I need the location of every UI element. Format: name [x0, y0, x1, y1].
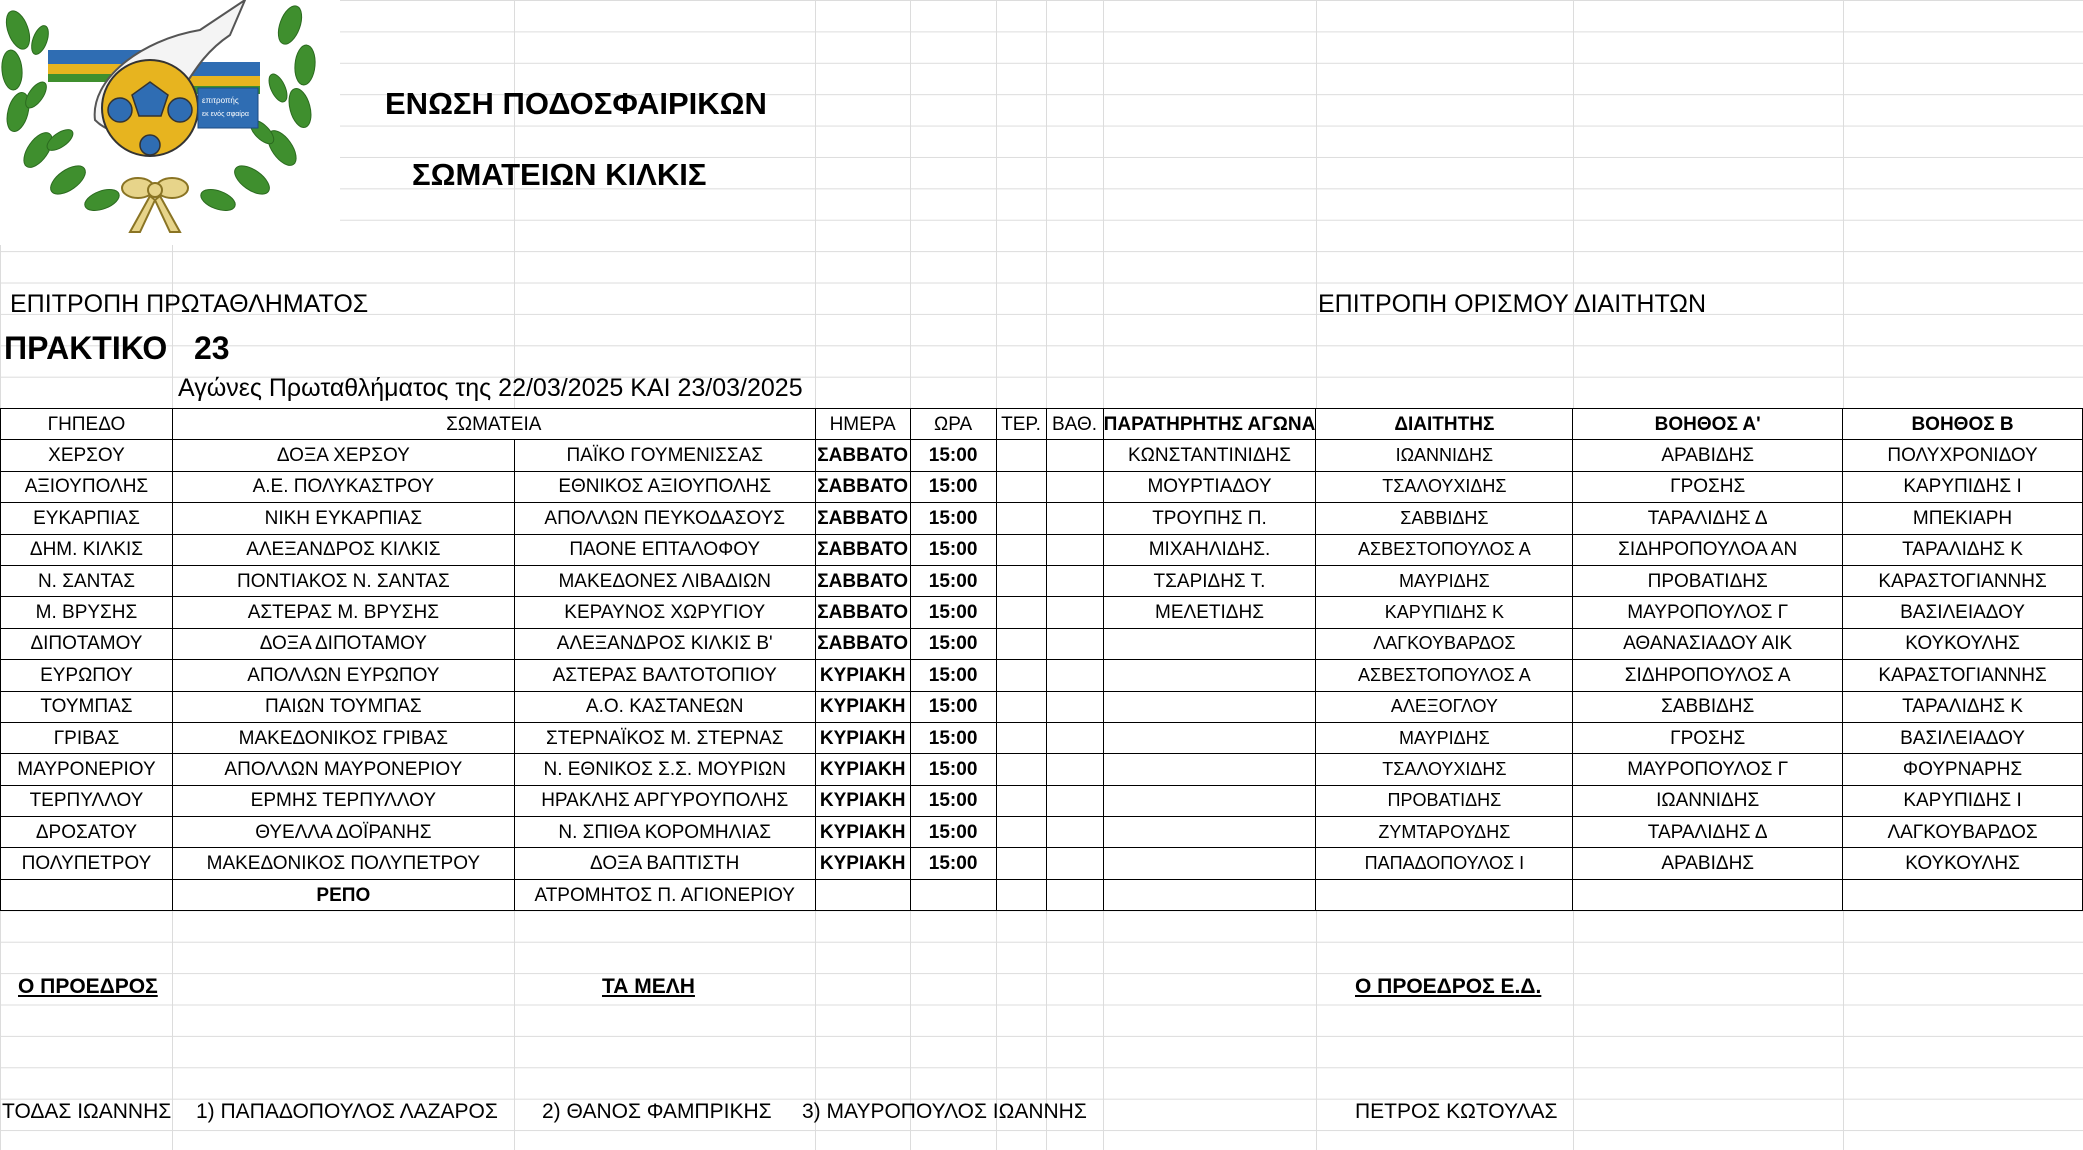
cell-referee: ΑΣΒΕΣΤΟΠΟΥΛΟΣ Α	[1316, 534, 1573, 565]
cell-home-team: ΜΑΚΕΔΟΝΙΚΟΣ ΓΡΙΒΑΣ	[172, 722, 514, 753]
cell-ter	[996, 565, 1046, 596]
cell-away-team: Α.Ο. ΚΑΣΤΑΝΕΩΝ	[514, 691, 815, 722]
cell-vath	[1046, 754, 1103, 785]
cell-away-team: ΚΕΡΑΥΝΟΣ ΧΩΡΥΓΙΟΥ	[514, 597, 815, 628]
col-header-observer: ΠΑΡΑΤΗΡΗΤΗΣ ΑΓΩΝΑ	[1103, 409, 1316, 440]
cell-referee: ΖΥΜΤΑΡΟΥΔΗΣ	[1316, 817, 1573, 848]
cell-empty	[1, 879, 173, 910]
cell-observer	[1103, 660, 1316, 691]
cell-empty	[1046, 879, 1103, 910]
cell-vath	[1046, 722, 1103, 753]
cell-away-team: ΠΑΪΚΟ ΓΟΥΜΕΝΙΣΣΑΣ	[514, 440, 815, 471]
cell-assistant-a: ΣΑΒΒΙΔΗΣ	[1573, 691, 1843, 722]
cell-away-team: ΔΟΞΑ ΒΑΠΤΙΣΤΗ	[514, 848, 815, 879]
cell-observer: ΜΙΧΑΗΛΙΔΗΣ.	[1103, 534, 1316, 565]
table-row	[1, 597, 2083, 628]
cell-observer	[1103, 848, 1316, 879]
cell-away-team: ΗΡΑΚΛΗΣ ΑΡΓΥΡΟΥΠΟΛΗΣ	[514, 785, 815, 816]
cell-observer	[1103, 628, 1316, 659]
cell-time: 15:00	[910, 817, 996, 848]
cell-vath	[1046, 471, 1103, 502]
table-row	[1, 534, 2083, 565]
table-row	[1, 660, 2083, 691]
col-header-teams: ΣΩΜΑΤΕΙΑ	[172, 409, 815, 440]
cell-empty	[1843, 879, 2083, 910]
cell-empty	[996, 879, 1046, 910]
cell-home-team: ΑΠΟΛΛΩΝ ΕΥΡΩΠΟΥ	[172, 660, 514, 691]
col-header-stadium: ΓΗΠΕΔΟ	[1, 409, 173, 440]
cell-stadium: ΔΗΜ. ΚΙΛΚΙΣ	[1, 534, 173, 565]
cell-home-team: Α.Ε. ΠΟΛΥΚΑΣΤΡΟΥ	[172, 471, 514, 502]
table-row	[1, 628, 2083, 659]
table-row	[1, 471, 2083, 502]
cell-assistant-a: ΣΙΔΗΡΟΠΟΥΛΟΑ ΑΝ	[1573, 534, 1843, 565]
cell-observer: ΤΡΟΥΠΗΣ Π.	[1103, 503, 1316, 534]
cell-stadium: ΠΟΛΥΠΕΤΡΟΥ	[1, 848, 173, 879]
match-schedule-table	[0, 408, 2083, 911]
cell-referee: ΛΑΓΚΟΥΒΑΡΔΟΣ	[1316, 628, 1573, 659]
cell-referee: ΜΑΥΡΙΔΗΣ	[1316, 565, 1573, 596]
cell-away-team: ΣΤΕΡΝΑΪΚΟΣ Μ. ΣΤΕΡΝΑΣ	[514, 722, 815, 753]
table-row-repo	[1, 879, 2083, 910]
union-logo	[0, 0, 340, 245]
cell-assistant-b: ΜΠΕΚΙΑΡΗ	[1843, 503, 2083, 534]
cell-day: ΚΥΡΙΑΚΗ	[815, 691, 910, 722]
cell-away-team: ΑΠΟΛΛΩΝ ΠΕΥΚΟΔΑΣΟΥΣ	[514, 503, 815, 534]
cell-time: 15:00	[910, 597, 996, 628]
cell-stadium: ΧΕΡΣΟΥ	[1, 440, 173, 471]
table-row	[1, 691, 2083, 722]
cell-away-team: Ν. ΣΠΙΘΑ ΚΟΡΟΜΗΛΙΑΣ	[514, 817, 815, 848]
cell-referee: ΤΣΑΛΟΥΧΙΔΗΣ	[1316, 754, 1573, 785]
cell-ter	[996, 628, 1046, 659]
cell-ter	[996, 471, 1046, 502]
cell-vath	[1046, 565, 1103, 596]
cell-referee: ΙΩΑΝΝΙΔΗΣ	[1316, 440, 1573, 471]
cell-time: 15:00	[910, 754, 996, 785]
cell-vath	[1046, 848, 1103, 879]
laurel-dove-ball-emblem	[0, 0, 340, 245]
cell-day: ΣΑΒΒΑΤΟ	[815, 440, 910, 471]
cell-time: 15:00	[910, 691, 996, 722]
repo-label: ΡΕΠΟ	[172, 879, 514, 910]
cell-ter	[996, 534, 1046, 565]
member-2-name: 2) ΘΑΝΟΣ ΦΑΜΠΡΙΚΗΣ	[542, 1100, 772, 1123]
col-header-referee: ΔΙΑΙΤΗΤΗΣ	[1316, 409, 1573, 440]
record-heading	[4, 330, 230, 367]
cell-day: ΣΑΒΒΑΤΟ	[815, 503, 910, 534]
cell-ter	[996, 848, 1046, 879]
cell-away-team: ΑΛΕΞΑΝΔΡΟΣ ΚΙΛΚΙΣ Β'	[514, 628, 815, 659]
cell-time: 15:00	[910, 660, 996, 691]
referee-committee-label: ΕΠΙΤΡΟΠΗ ΟΡΙΣΜΟΥ ΔΙΑΙΤΗΤΩΝ	[1318, 290, 1707, 318]
cell-observer	[1103, 754, 1316, 785]
cell-ter	[996, 817, 1046, 848]
cell-home-team: ΠΟΝΤΙΑΚΟΣ Ν. ΣΑΝΤΑΣ	[172, 565, 514, 596]
cell-home-team: ΑΣΤΕΡΑΣ Μ. ΒΡΥΣΗΣ	[172, 597, 514, 628]
ed-president-name: ΠΕΤΡΟΣ ΚΩΤΟΥΛΑΣ	[1355, 1100, 1558, 1123]
cell-assistant-b: ΚΟΥΚΟΥΛΗΣ	[1843, 848, 2083, 879]
cell-assistant-b: ΤΑΡΑΛΙΔΗΣ Κ	[1843, 691, 2083, 722]
cell-time: 15:00	[910, 503, 996, 534]
cell-home-team: ΔΟΞΑ ΧΕΡΣΟΥ	[172, 440, 514, 471]
cell-vath	[1046, 660, 1103, 691]
cell-observer: ΜΕΛΕΤΙΔΗΣ	[1103, 597, 1316, 628]
cell-home-team: ΘΥΕΛΛΑ ΔΟΪΡΑΝΗΣ	[172, 817, 514, 848]
org-title-line-1: ΕΝΩΣΗ ΠΟΔΟΣΦΑΙΡΙΚΩΝ	[385, 86, 767, 121]
cell-assistant-a: ΤΑΡΑΛΙΔΗΣ Δ	[1573, 817, 1843, 848]
cell-time: 15:00	[910, 628, 996, 659]
cell-away-team: ΑΣΤΕΡΑΣ ΒΑΛΤΟΤΟΠΙΟΥ	[514, 660, 815, 691]
cell-day: ΚΥΡΙΑΚΗ	[815, 660, 910, 691]
cell-vath	[1046, 785, 1103, 816]
cell-assistant-a: ΤΑΡΑΛΙΔΗΣ Δ	[1573, 503, 1843, 534]
cell-assistant-b: ΚΑΡΑΣΤΟΓΙΑΝΝΗΣ	[1843, 660, 2083, 691]
cell-assistant-b: ΚΟΥΚΟΥΛΗΣ	[1843, 628, 2083, 659]
cell-assistant-b: ΠΟΛΥΧΡΟΝΙΔΟΥ	[1843, 440, 2083, 471]
table-row	[1, 785, 2083, 816]
cell-day: ΚΥΡΙΑΚΗ	[815, 848, 910, 879]
col-header-time: ΩΡΑ	[910, 409, 996, 440]
cell-empty	[1103, 879, 1316, 910]
table-header-row	[1, 409, 2083, 440]
cell-assistant-a: ΣΙΔΗΡΟΠΟΥΛΟΣ Α	[1573, 660, 1843, 691]
cell-assistant-a: ΙΩΑΝΝΙΔΗΣ	[1573, 785, 1843, 816]
cell-assistant-a: ΜΑΥΡΟΠΟΥΛΟΣ Γ	[1573, 754, 1843, 785]
president-label: Ο ΠΡΟΕΔΡΟΣ	[18, 975, 158, 998]
col-header-assistant-a: ΒΟΗΘΟΣ Α'	[1573, 409, 1843, 440]
record-number: 23	[193, 330, 230, 366]
logo-plaque-text: επιτροπής	[202, 96, 239, 105]
cell-assistant-b: ΒΑΣΙΛΕΙΑΔΟΥ	[1843, 597, 2083, 628]
cell-stadium: Ν. ΣΑΝΤΑΣ	[1, 565, 173, 596]
cell-assistant-a: ΑΘΑΝΑΣΙΑΔΟΥ ΑΙΚ	[1573, 628, 1843, 659]
cell-stadium: ΕΥΡΩΠΟΥ	[1, 660, 173, 691]
cell-day: ΚΥΡΙΑΚΗ	[815, 817, 910, 848]
logo-plaque-text-2: εκ ενός σφαίρα	[202, 111, 249, 118]
table-row	[1, 565, 2083, 596]
cell-empty	[910, 879, 996, 910]
championship-committee-label: ΕΠΙΤΡΟΠΗ ΠΡΩΤΑΘΛΗΜΑΤΟΣ	[10, 290, 369, 318]
cell-ter	[996, 785, 1046, 816]
president-name: ΤΟΔΑΣ ΙΩΑΝΝΗΣ	[2, 1100, 172, 1123]
cell-vath	[1046, 503, 1103, 534]
cell-assistant-a: ΜΑΥΡΟΠΟΥΛΟΣ Γ	[1573, 597, 1843, 628]
member-3-name: 3) ΜΑΥΡΟΠΟΥΛΟΣ ΙΩΑΝΝΗΣ	[802, 1100, 1087, 1123]
table-row	[1, 754, 2083, 785]
cell-referee: ΑΛΕΞΟΓΛΟΥ	[1316, 691, 1573, 722]
cell-referee: ΚΑΡΥΠΙΔΗΣ Κ	[1316, 597, 1573, 628]
cell-home-team: ΕΡΜΗΣ ΤΕΡΠΥΛΛΟΥ	[172, 785, 514, 816]
cell-day: ΣΑΒΒΑΤΟ	[815, 565, 910, 596]
cell-time: 15:00	[910, 440, 996, 471]
cell-away-team: Ν. ΕΘΝΙΚΟΣ Σ.Σ. ΜΟΥΡΙΩΝ	[514, 754, 815, 785]
cell-time: 15:00	[910, 471, 996, 502]
cell-stadium: ΜΑΥΡΟΝΕΡΙΟΥ	[1, 754, 173, 785]
cell-ter	[996, 691, 1046, 722]
cell-referee: ΑΣΒΕΣΤΟΠΟΥΛΟΣ Α	[1316, 660, 1573, 691]
cell-stadium: ΔΙΠΟΤΑΜΟΥ	[1, 628, 173, 659]
cell-referee: ΠΑΠΑΔΟΠΟΥΛΟΣ Ι	[1316, 848, 1573, 879]
table-row	[1, 440, 2083, 471]
cell-assistant-a: ΓΡΟΣΗΣ	[1573, 471, 1843, 502]
cell-assistant-b: ΤΑΡΑΛΙΔΗΣ Κ	[1843, 534, 2083, 565]
cell-assistant-b: ΦΟΥΡΝΑΡΗΣ	[1843, 754, 2083, 785]
cell-time: 15:00	[910, 785, 996, 816]
member-1-name: 1) ΠΑΠΑΔΟΠΟΥΛΟΣ ΛΑΖΑΡΟΣ	[196, 1100, 498, 1123]
col-header-ter: ΤΕΡ.	[996, 409, 1046, 440]
cell-observer	[1103, 785, 1316, 816]
cell-ter	[996, 503, 1046, 534]
cell-day: ΚΥΡΙΑΚΗ	[815, 785, 910, 816]
cell-vath	[1046, 628, 1103, 659]
cell-empty	[1316, 879, 1573, 910]
cell-home-team: ΑΠΟΛΛΩΝ ΜΑΥΡΟΝΕΡΙΟΥ	[172, 754, 514, 785]
col-header-vath: ΒΑΘ.	[1046, 409, 1103, 440]
cell-home-team: ΔΟΞΑ ΔΙΠΟΤΑΜΟΥ	[172, 628, 514, 659]
members-label: ΤΑ ΜΕΛΗ	[602, 975, 695, 998]
cell-home-team: ΠΑΙΩΝ ΤΟΥΜΠΑΣ	[172, 691, 514, 722]
cell-assistant-a: ΓΡΟΣΗΣ	[1573, 722, 1843, 753]
cell-away-team: ΠΑΟΝΕ ΕΠΤΑΛΟΦΟΥ	[514, 534, 815, 565]
cell-stadium: ΕΥΚΑΡΠΙΑΣ	[1, 503, 173, 534]
cell-stadium: ΑΞΙΟΥΠΟΛΗΣ	[1, 471, 173, 502]
cell-referee: ΤΣΑΛΟΥΧΙΔΗΣ	[1316, 471, 1573, 502]
cell-vath	[1046, 534, 1103, 565]
cell-stadium: ΤΕΡΠΥΛΛΟΥ	[1, 785, 173, 816]
table-row	[1, 848, 2083, 879]
cell-vath	[1046, 691, 1103, 722]
table-row	[1, 503, 2083, 534]
cell-assistant-b: ΒΑΣΙΛΕΙΑΔΟΥ	[1843, 722, 2083, 753]
cell-home-team: ΝΙΚΗ ΕΥΚΑΡΠΙΑΣ	[172, 503, 514, 534]
cell-assistant-b: ΚΑΡΑΣΤΟΓΙΑΝΝΗΣ	[1843, 565, 2083, 596]
table-row	[1, 722, 2083, 753]
cell-day: ΣΑΒΒΑΤΟ	[815, 597, 910, 628]
cell-referee: ΜΑΥΡΙΔΗΣ	[1316, 722, 1573, 753]
cell-away-team: ΕΘΝΙΚΟΣ ΑΞΙΟΥΠΟΛΗΣ	[514, 471, 815, 502]
cell-observer	[1103, 691, 1316, 722]
ed-president-label: Ο ΠΡΟΕΔΡΟΣ Ε.Δ.	[1355, 975, 1542, 998]
cell-observer: ΜΟΥΡΤΙΑΔΟΥ	[1103, 471, 1316, 502]
cell-assistant-b: ΚΑΡΥΠΙΔΗΣ Ι	[1843, 471, 2083, 502]
cell-vath	[1046, 440, 1103, 471]
cell-day: ΣΑΒΒΑΤΟ	[815, 628, 910, 659]
cell-assistant-a: ΑΡΑΒΙΔΗΣ	[1573, 440, 1843, 471]
cell-stadium: ΔΡΟΣΑΤΟΥ	[1, 817, 173, 848]
cell-observer: ΤΣΑΡΙΔΗΣ Τ.	[1103, 565, 1316, 596]
cell-time: 15:00	[910, 565, 996, 596]
cell-referee: ΠΡΟΒΑΤΙΔΗΣ	[1316, 785, 1573, 816]
cell-observer	[1103, 722, 1316, 753]
cell-assistant-b: ΛΑΓΚΟΥΒΑΡΔΟΣ	[1843, 817, 2083, 848]
cell-stadium: ΤΟΥΜΠΑΣ	[1, 691, 173, 722]
cell-observer: ΚΩΝΣΤΑΝΤΙΝΙΔΗΣ	[1103, 440, 1316, 471]
cell-day: ΣΑΒΒΑΤΟ	[815, 471, 910, 502]
cell-home-team: ΑΛΕΞΑΝΔΡΟΣ ΚΙΛΚΙΣ	[172, 534, 514, 565]
cell-ter	[996, 660, 1046, 691]
cell-empty	[1573, 879, 1843, 910]
col-header-assistant-b: ΒΟΗΘΟΣ Β	[1843, 409, 2083, 440]
cell-ter	[996, 754, 1046, 785]
record-label: ΠΡΑΚΤΙΚΟ	[4, 330, 168, 366]
cell-time: 15:00	[910, 534, 996, 565]
cell-away-team: ΜΑΚΕΔΟΝΕΣ ΛΙΒΑΔΙΩΝ	[514, 565, 815, 596]
cell-ter	[996, 722, 1046, 753]
cell-day: ΚΥΡΙΑΚΗ	[815, 754, 910, 785]
cell-home-team: ΜΑΚΕΔΟΝΙΚΟΣ ΠΟΛΥΠΕΤΡΟΥ	[172, 848, 514, 879]
cell-day: ΣΑΒΒΑΤΟ	[815, 534, 910, 565]
cell-time: 15:00	[910, 722, 996, 753]
org-title-line-2: ΣΩΜΑΤΕΙΩΝ ΚΙΛΚΙΣ	[412, 157, 707, 192]
cell-ter	[996, 597, 1046, 628]
cell-stadium: ΓΡΙΒΑΣ	[1, 722, 173, 753]
cell-empty	[815, 879, 910, 910]
cell-assistant-b: ΚΑΡΥΠΙΔΗΣ Ι	[1843, 785, 2083, 816]
cell-stadium: Μ. ΒΡΥΣΗΣ	[1, 597, 173, 628]
cell-vath	[1046, 597, 1103, 628]
cell-assistant-a: ΠΡΟΒΑΤΙΔΗΣ	[1573, 565, 1843, 596]
cell-ter	[996, 440, 1046, 471]
cell-day: ΚΥΡΙΑΚΗ	[815, 722, 910, 753]
cell-assistant-a: ΑΡΑΒΙΔΗΣ	[1573, 848, 1843, 879]
matches-subtitle: Αγώνες Πρωταθλήματος της 22/03/2025 ΚΑΙ 23/03/2025	[178, 374, 803, 402]
cell-observer	[1103, 817, 1316, 848]
table-row	[1, 817, 2083, 848]
cell-vath	[1046, 817, 1103, 848]
repo-team: ΑΤΡΟΜΗΤΟΣ Π. ΑΓΙΟΝΕΡΙΟΥ	[514, 879, 815, 910]
cell-referee: ΣΑΒΒΙΔΗΣ	[1316, 503, 1573, 534]
cell-time: 15:00	[910, 848, 996, 879]
col-header-day: ΗΜΕΡΑ	[815, 409, 910, 440]
